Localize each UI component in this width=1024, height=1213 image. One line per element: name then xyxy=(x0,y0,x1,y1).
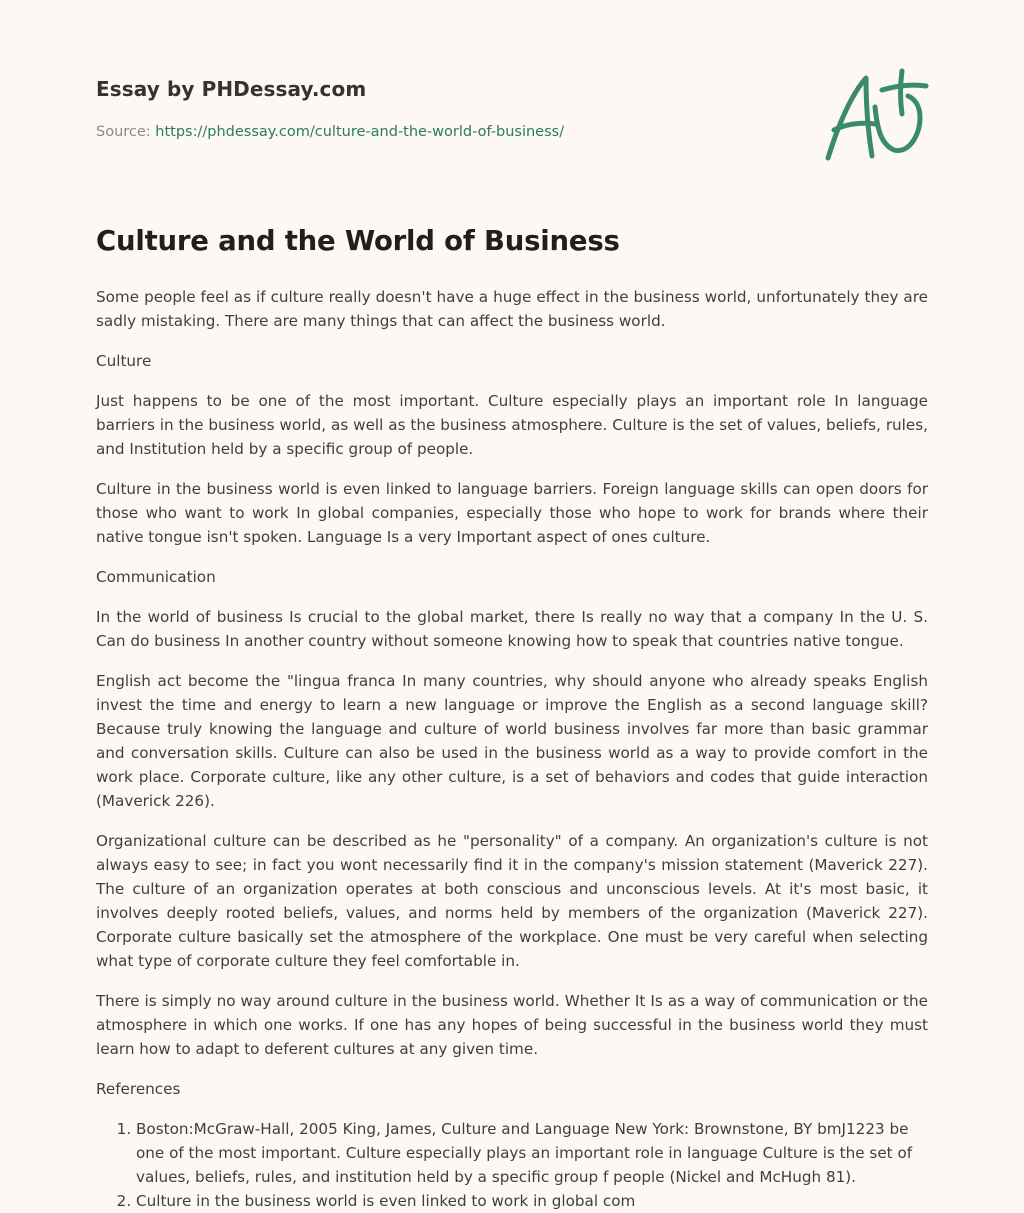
essay-paragraph: There is simply no way around culture in the business world. Whether It Is as a way of communication or the atmosphere in which one works. If one has any hopes of being successful in the business world they must learn how to adapt to deferent cultures at any given time. xyxy=(96,992,928,1058)
source-line xyxy=(96,124,564,140)
essay-paragraph: Culture in the business world is even linked to language barriers. Foreign language skills can open doors for those who want to work In global companies, especially those who hope to work for brands where their native tongue isn't spoken. Language Is a very Important aspect of ones culture. xyxy=(96,480,928,546)
a-plus-grade-icon xyxy=(820,66,930,166)
essay-title: Culture and the World of Business xyxy=(96,225,620,257)
essay-paragraph: Some people feel as if culture really doesn't have a huge effect in the business world, unfortunately they are sadly mistaking. There are many things that can affect the business world. xyxy=(96,288,928,330)
section-heading: Communication xyxy=(96,568,216,586)
section-heading: Culture xyxy=(96,352,152,370)
reference-item: 2. Culture in the business world is even linked to work in global com xyxy=(136,1189,928,1213)
references-heading: References xyxy=(96,1080,181,1098)
essay-paragraph: Organizational culture can be described as he "personality" of a company. An organization's culture is not always easy to see; in fact you wont necessarily find it in the company's mission statement (Maverick 227). The culture of an organization operates at both conscious and unconscious levels. At it's most basic, it involves deeply rooted beliefs, values, and norms held by members of the organization (Maverick 227). Corporate culture basically set the atmosphere of the workplace. One must be very careful when selecting what type of corporate culture they feel comfortable in. xyxy=(96,832,928,970)
essay-body xyxy=(96,285,928,1213)
essay-paragraph: English act become the "lingua franca In many countries, why should anyone who already speaks English invest the time and energy to learn a new language or improve the English as a second language skill? Because truly knowing the language and culture of world business involves far more than basic grammar and conversation skills. Culture can also be used in the business world as a way to provide comfort in the work place. Corporate culture, like any other culture, is a set of behaviors and codes that guide interaction (Maverick 226). xyxy=(96,672,928,810)
source-link[interactable]: https://phdessay.com/culture-and-the-world-of-business/ xyxy=(155,124,565,140)
reference-item: 1. Boston:McGraw-Hall, 2005 King, James, Culture and Language New York: Brownstone, BY bmJ1223 be one of the most important. Culture especially plays an important role in language Culture is the set of values, beliefs, rules, and institution held by a specific group f people (Nickel and McHugh 81). xyxy=(136,1117,928,1189)
references-list xyxy=(96,1117,928,1213)
source-label: Source: xyxy=(96,124,156,140)
site-brand: Essay by PHDessay.com xyxy=(96,77,367,101)
essay-paragraph: In the world of business Is crucial to the global market, there Is really no way that a company In the U. S. Can do business In another country without someone knowing how to speak that countries native tongue. xyxy=(96,608,928,650)
essay-paragraph: Just happens to be one of the most important. Culture especially plays an important role In language barriers in the business world, as well as the business atmosphere. Culture is the set of values, beliefs, rules, and Institution held by a specific group of people. xyxy=(96,392,928,458)
